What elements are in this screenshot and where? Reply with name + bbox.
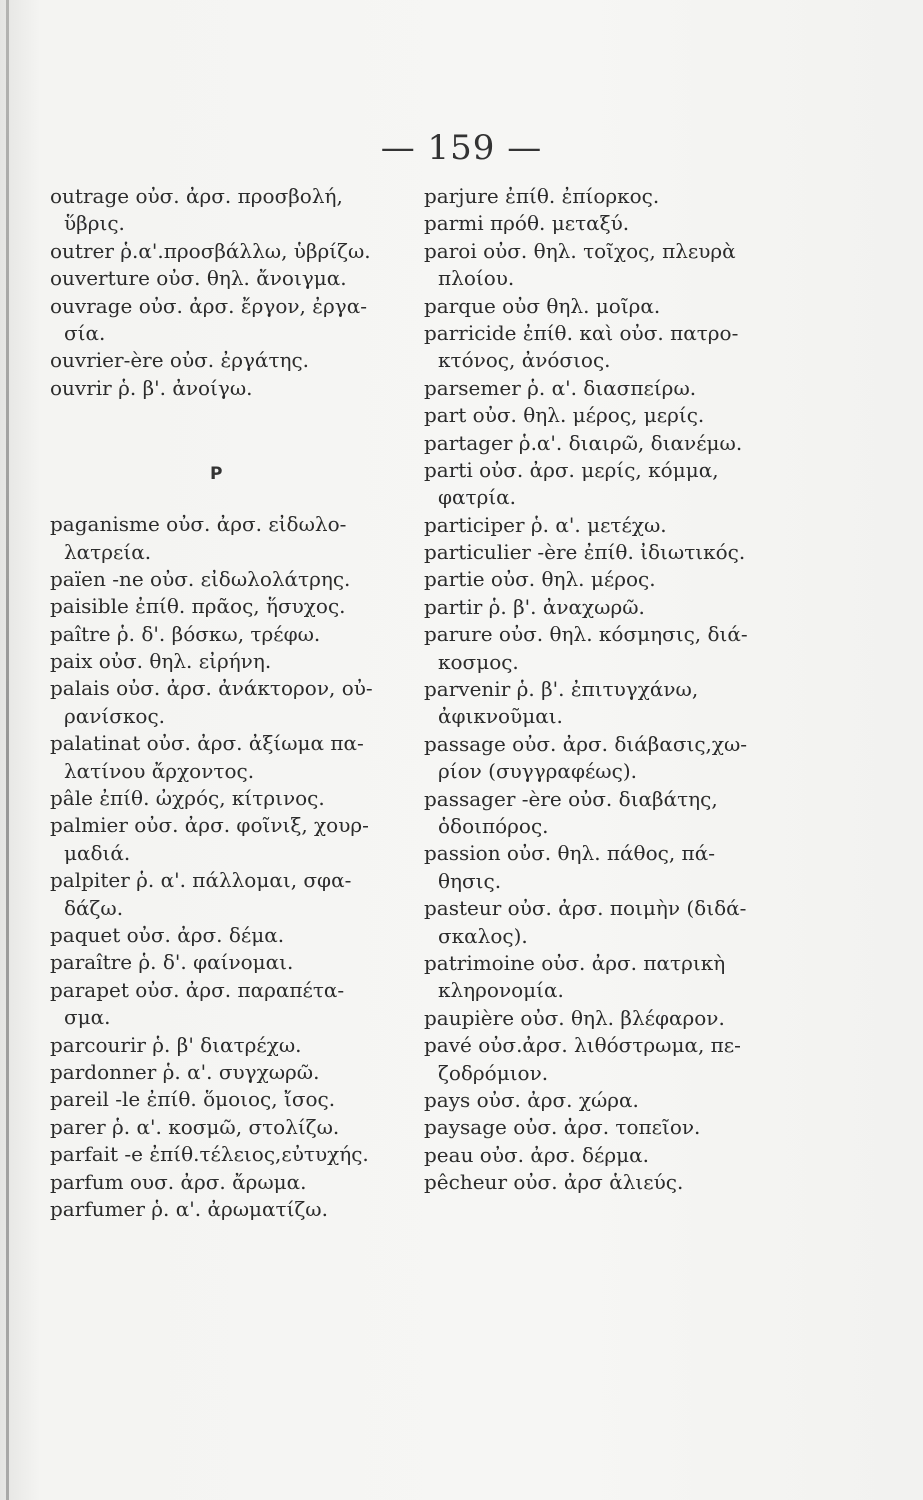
dictionary-line: patrimoine οὐσ. ἀρσ. πατρικὴ <box>424 950 726 975</box>
dictionary-line: ἀφικνοῦμαι. <box>438 704 563 729</box>
dictionary-line: parapet οὐσ. ἀρσ. παραπέτα- <box>50 977 345 1002</box>
dictionary-line: palatinat οὐσ. ἀρσ. ἀξίωμα πα- <box>50 731 364 756</box>
dictionary-line: outrage οὐσ. ἀρσ. προσβολή, <box>50 184 343 208</box>
dictionary-line: θησις. <box>438 868 502 893</box>
dictionary-line: passager -ère οὐσ. διαβάτης, <box>424 786 718 811</box>
dictionary-line: ouvrage οὐσ. ἀρσ. ἔργον, ἐργα- <box>50 293 367 318</box>
dictionary-line: pareil -le ἐπίθ. ὅμοιος, ἴσος. <box>50 1087 336 1112</box>
dictionary-line: peau οὐσ. ἀρσ. δέρμα. <box>424 1142 650 1167</box>
dictionary-line: parque οὐσ θηλ. μοῖρα. <box>424 293 661 318</box>
dictionary-line: parure οὐσ. θηλ. κόσμησις, διά- <box>424 622 748 647</box>
dictionary-line: pavé οὐσ.ἀρσ. λιθόστρωμα, πε- <box>424 1033 741 1058</box>
dictionary-line: palais οὐσ. ἀρσ. ἀνάκτορον, οὐ- <box>50 676 373 701</box>
right-entries <box>424 183 804 1196</box>
dictionary-line: pâle ἐπίθ. ὠχρός, κίτρινος. <box>50 786 325 811</box>
dictionary-line: païen -ne οὐσ. εἰδωλολάτρης. <box>50 566 351 591</box>
dictionary-line: ζοδρόμιον. <box>438 1060 549 1085</box>
dictionary-line: passage οὐσ. ἀρσ. διάβασις,χω- <box>424 731 748 756</box>
dictionary-line: pêcheur οὐσ. ἀρσ ἁλιεύς. <box>424 1170 684 1195</box>
dictionary-line: parfait -e ἐπίθ.τέλειος,εὐτυχής. <box>50 1142 369 1167</box>
dictionary-line: partie οὐσ. θηλ. μέρος. <box>424 567 656 592</box>
section-letter: P <box>210 464 223 485</box>
dictionary-line: palmier οὐσ. ἀρσ. φοῖνιξ, χουρ- <box>50 813 369 838</box>
dictionary-line: parer ῥ. α'. κοσμῶ, στολίζω. <box>50 1114 340 1139</box>
dictionary-line: parmi πρόθ. μεταξύ. <box>424 211 630 236</box>
dictionary-line: parcourir ῥ. β' διατρέχω. <box>50 1032 302 1057</box>
dictionary-line: paupière οὐσ. θηλ. βλέφαρον. <box>424 1005 725 1030</box>
right-column <box>424 183 804 1196</box>
dictionary-line: μαδιά. <box>64 840 131 865</box>
dictionary-line: parfum ουσ. ἀρσ. ἄρωμα. <box>50 1169 307 1194</box>
dictionary-line: ρανίσκος. <box>64 703 166 728</box>
dictionary-line: φατρία. <box>438 485 517 510</box>
dictionary-line: κτόνος, ἀνόσιος. <box>438 348 611 373</box>
dictionary-line: paroi οὐσ. θηλ. τοῖχος, πλευρὰ <box>424 238 736 263</box>
dictionary-line: σμα. <box>64 1005 111 1030</box>
dictionary-line: partager ῥ.α'. διαιρῶ, διανέμω. <box>424 430 743 455</box>
section-spacer <box>50 402 430 435</box>
dictionary-line: κληρονομία. <box>438 978 564 1003</box>
dictionary-line: parjure ἐπίθ. ἐπίορκος. <box>424 184 660 208</box>
dictionary-line: paganisme οὐσ. ἀρσ. εἰδωλο- <box>50 512 347 537</box>
dictionary-line: partir ῥ. β'. ἀναχωρῶ. <box>424 594 645 619</box>
dictionary-line: σκαλος). <box>438 923 528 948</box>
dictionary-line: paître ῥ. δ'. βόσκω, τρέφω. <box>50 621 321 646</box>
dictionary-line: parvenir ῥ. β'. ἐπιτυγχάνω, <box>424 677 699 702</box>
dictionary-line: parti οὐσ. ἀρσ. μερίς, κόμμα, <box>424 457 719 482</box>
dictionary-line: passion οὐσ. θηλ. πάθος, πά- <box>424 841 715 866</box>
dictionary-line: ouvrir ῥ. β'. ἀνοίγω. <box>50 375 253 400</box>
dictionary-line: ρίον (συγγραφέως). <box>438 759 637 784</box>
dictionary-line: paisible ἐπίθ. πρᾶος, ἥσυχος. <box>50 594 346 619</box>
left-entries-o <box>50 183 430 402</box>
dictionary-line: paix οὐσ. θηλ. εἰρήνη. <box>50 649 272 674</box>
dictionary-line: parricide ἐπίθ. καὶ οὐσ. πατρο- <box>424 320 739 345</box>
dictionary-line: ouvrier-ère οὐσ. ἐργάτης. <box>50 348 310 373</box>
dictionary-line: pasteur οὐσ. ἀρσ. ποιμὴν (διδά- <box>424 896 747 921</box>
page-number: — 159 — <box>380 128 543 168</box>
dictionary-line: palpiter ῥ. α'. πάλλομαι, σφα- <box>50 868 352 893</box>
dictionary-line: paysage οὐσ. ἀρσ. τοπεῖον. <box>424 1115 701 1140</box>
dictionary-line: pardonner ῥ. α'. συγχωρῶ. <box>50 1059 320 1084</box>
dictionary-line: participer ῥ. α'. μετέχω. <box>424 512 667 537</box>
dictionary-line: parfumer ῥ. α'. ἀρωματίζω. <box>50 1196 328 1221</box>
dictionary-line: part οὐσ. θηλ. μέρος, μερίς. <box>424 403 705 428</box>
dictionary-line: λατρεία. <box>64 539 152 564</box>
dictionary-line: ὕβρις. <box>64 211 125 236</box>
dictionary-line: paraître ῥ. δ'. φαίνομαι. <box>50 950 294 975</box>
dictionary-line: ouverture οὐσ. θηλ. ἄνοιγμα. <box>50 266 347 291</box>
dictionary-line: λατίνου ἄρχοντος. <box>64 758 255 783</box>
left-column <box>50 183 430 1223</box>
left-entries-p <box>50 511 430 1223</box>
dictionary-line: paquet οὐσ. ἀρσ. δέμα. <box>50 922 285 947</box>
dictionary-line: δάζω. <box>64 895 124 920</box>
dictionary-line: pays οὐσ. ἀρσ. χώρα. <box>424 1087 639 1112</box>
dictionary-line: parsemer ῥ. α'. διασπείρω. <box>424 375 697 400</box>
dictionary-line: πλοίου. <box>438 266 515 291</box>
dictionary-line: ὁδοιπόρος. <box>438 813 549 838</box>
dictionary-line: σία. <box>64 320 106 345</box>
dictionary-line: outrer ῥ.α'.προσβάλλω, ὑβρίζω. <box>50 238 371 263</box>
page-fold-shadow <box>6 0 9 1500</box>
dictionary-line: κοσμος. <box>438 649 519 674</box>
dictionary-line: particulier -ère ἐπίθ. ἰδιωτικός. <box>424 540 746 565</box>
